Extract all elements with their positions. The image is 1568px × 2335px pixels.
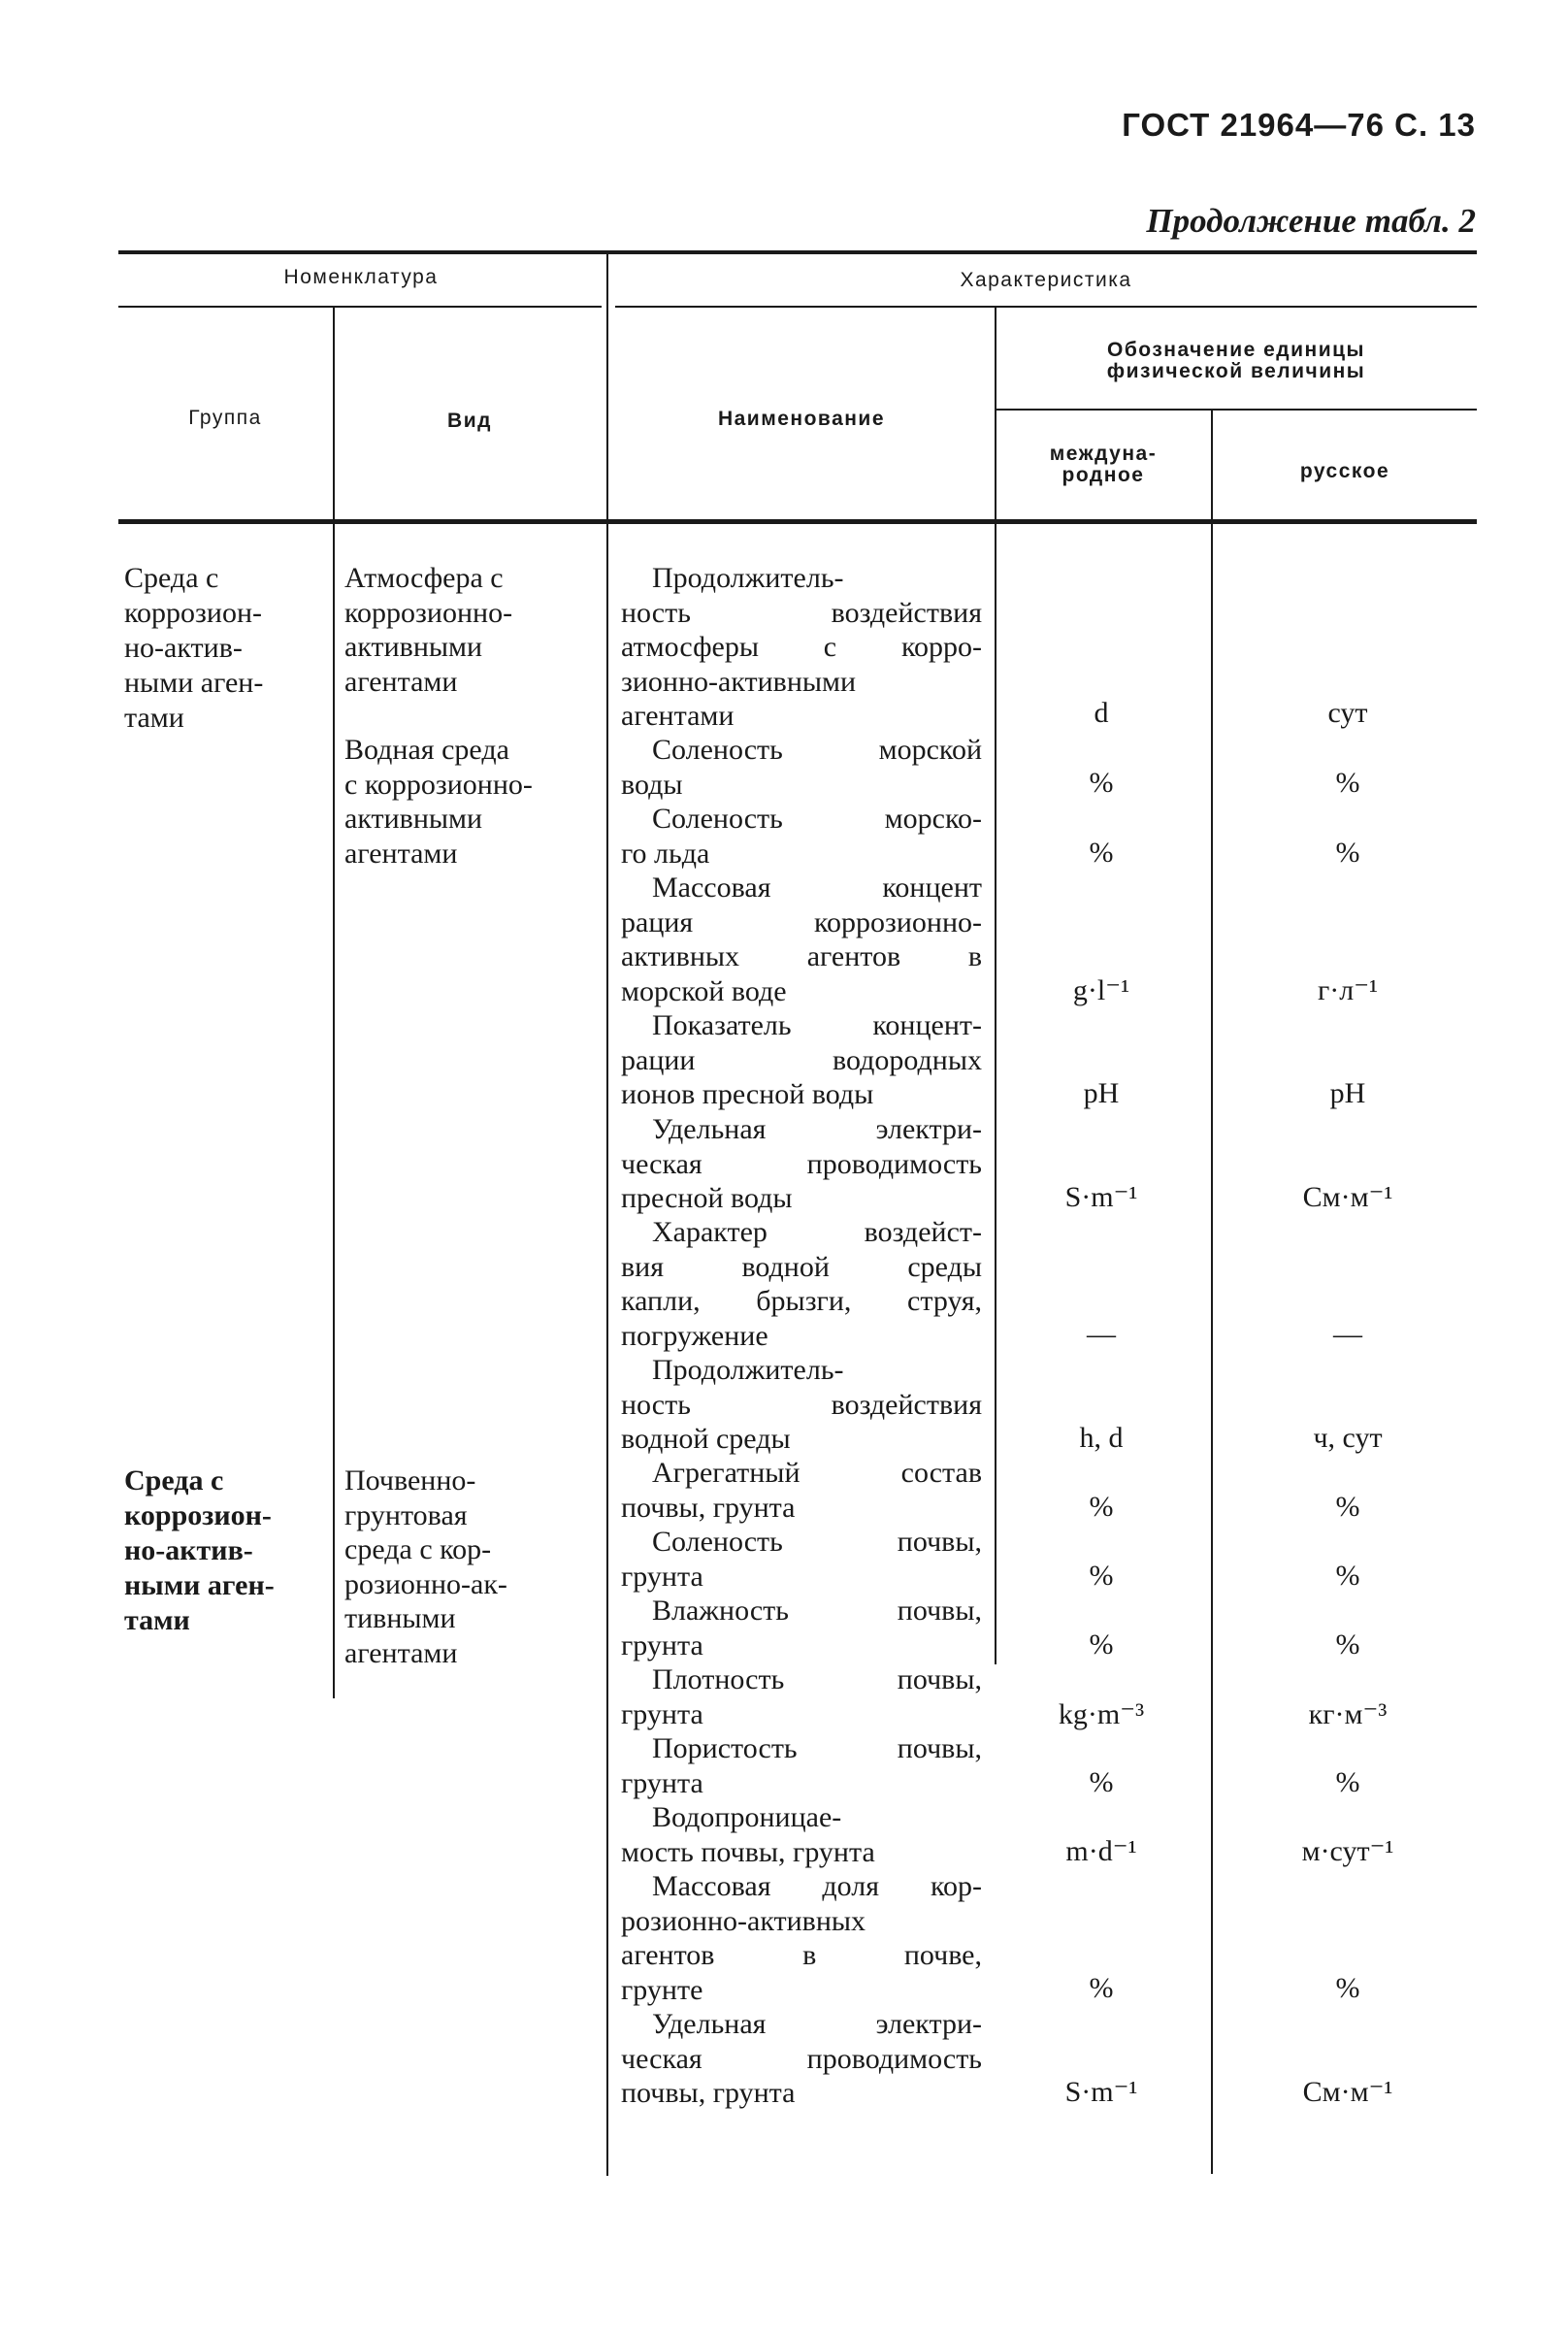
table-row-name [621, 871, 982, 1008]
page-header: ГОСТ 21964—76 С. 13 [1122, 107, 1476, 143]
header-international [996, 444, 1211, 486]
name-line: Агрегатный состав [652, 1457, 982, 1489]
header-unit-designation [996, 340, 1477, 382]
name-line: Пористость почвы, [652, 1732, 982, 1764]
name-line: Показатель концент- [652, 1009, 982, 1041]
table-row-name [621, 1525, 982, 1594]
name-line: розионно-активных [621, 1904, 866, 1937]
intl-unit: pH [1083, 1077, 1120, 1109]
intl-unit: — [1087, 1318, 1116, 1350]
group-line: Среда с [124, 1464, 224, 1496]
name-line: воды [621, 768, 683, 801]
name-line: грунте [621, 1973, 703, 2006]
header-unit-designation-line: физической величины [1106, 360, 1366, 382]
intl-unit: % [1089, 1972, 1114, 2004]
group-line: коррозион- [124, 597, 263, 629]
table-row-name [621, 1008, 982, 1112]
group-line: ными аген- [124, 1569, 275, 1601]
rus-unit: % [1335, 1766, 1360, 1798]
intl-unit: S·m⁻¹ [1064, 2076, 1138, 2108]
intl-unit: d [1094, 697, 1109, 729]
group-line: ными аген- [124, 667, 264, 699]
intl-unit: % [1089, 1560, 1114, 1592]
table-row-name [621, 1662, 982, 1731]
intl-unit: % [1089, 837, 1114, 869]
header-unit-designation-line: Обозначение единицы [1107, 339, 1365, 361]
table-row-name [621, 1215, 982, 1353]
name-line: ность воздействия [621, 1388, 982, 1421]
name-line: Характер воздейст- [652, 1216, 982, 1248]
table-row-name [621, 1112, 982, 1216]
name-line: Соленость морской [652, 734, 982, 766]
intl-unit: kg·m⁻³ [1058, 1698, 1145, 1730]
name-line: агентов в почве, [621, 1939, 982, 1971]
kind-line: коррозионно- [344, 596, 513, 629]
kind-line: среда с кор- [344, 1533, 492, 1565]
name-line: агентами [621, 700, 735, 732]
header-russian: русское [1299, 460, 1390, 482]
kind-line: агентами [344, 665, 458, 698]
intl-unit: % [1089, 1491, 1114, 1523]
intl-unit: h, d [1079, 1422, 1124, 1454]
intl-unit: % [1089, 1628, 1114, 1661]
col-divider-group-kind-body [333, 524, 335, 1698]
group-line: коррозион- [124, 1499, 272, 1531]
group-cell [124, 561, 328, 736]
rus-unit: См·м⁻¹ [1302, 1181, 1393, 1213]
kind-line: грунтовая [344, 1498, 468, 1531]
rus-unit: % [1335, 1628, 1360, 1661]
name-line: Удельная электри- [652, 2008, 982, 2040]
rus-unit: кг·м⁻³ [1308, 1698, 1388, 1730]
intl-unit: S·m⁻¹ [1064, 1181, 1138, 1213]
kind-line: активными [344, 803, 483, 835]
kind-line: розионно-ак- [344, 1567, 507, 1600]
name-line: ческая проводимость [621, 1147, 982, 1180]
kind-line: Водная среда [344, 734, 509, 766]
table-row-name [621, 1731, 982, 1800]
intl-unit: g·l⁻¹ [1072, 974, 1130, 1006]
name-line: водной среды [621, 1423, 791, 1455]
table-row-name [621, 1353, 982, 1457]
rus-unit: См·м⁻¹ [1302, 2076, 1393, 2108]
name-line: ность воздействия [621, 596, 982, 629]
kind-line: с коррозионно- [344, 768, 533, 801]
rus-unit: % [1335, 1972, 1360, 2004]
header-international-line: родное [1062, 464, 1145, 486]
name-line: капли, брызги, струя, [621, 1285, 982, 1317]
name-line: Продолжитель- [652, 562, 844, 594]
kind-line: активными [344, 631, 483, 663]
table-continuation-caption: Продолжение табл. 2 [1146, 202, 1476, 240]
kind-cell [344, 561, 602, 699]
header-nomenclature: Номенклатура [283, 266, 439, 288]
name-line: пресной воды [621, 1182, 793, 1214]
name-line: Соленость почвы, [652, 1526, 982, 1558]
name-line: ионов пресной воды [621, 1078, 874, 1110]
group-line: Среда с [124, 562, 219, 594]
name-line: морской воде [621, 974, 787, 1007]
table-row-name [621, 1800, 982, 1869]
kind-line: агентами [344, 1636, 458, 1669]
table-row-name [621, 1456, 982, 1525]
name-line: Влажность почвы, [652, 1595, 982, 1627]
name-line: ческая проводимость [621, 2042, 982, 2075]
name-line: Удельная электри- [652, 1113, 982, 1145]
header-divider-right [615, 306, 1477, 308]
rus-unit: % [1335, 1560, 1360, 1592]
name-line: го льда [621, 837, 710, 870]
header-name: Наименование [717, 408, 886, 430]
group-line: тами [124, 1604, 190, 1636]
header-international-line: междуна- [1049, 443, 1158, 465]
table-row-name [621, 1869, 982, 2007]
col-divider-nomenclature [606, 254, 608, 2176]
kind-line: тивными [344, 1602, 456, 1634]
rus-unit: — [1333, 1318, 1362, 1350]
name-line: Водопроницае- [652, 1801, 842, 1833]
kind-line: Почвенно- [344, 1464, 476, 1496]
name-line: зионно-активными [621, 665, 857, 698]
group-line: но-актив- [124, 632, 243, 664]
table-row-name [621, 733, 982, 802]
name-line: грунта [621, 1628, 703, 1661]
intl-unit: % [1089, 1766, 1114, 1798]
rus-unit: pH [1329, 1077, 1366, 1109]
name-line: рации водородных [621, 1043, 982, 1076]
rus-unit: сут [1327, 697, 1368, 729]
header-bottom-rule [118, 519, 1477, 524]
header-group: Группа [188, 407, 262, 429]
kind-cell [344, 733, 602, 871]
table-row-name [621, 802, 982, 871]
rus-unit: м·сут⁻¹ [1301, 1835, 1394, 1867]
name-line: мость почвы, грунта [621, 1835, 875, 1868]
name-line: грунта [621, 1560, 703, 1593]
name-line: Соленость морско- [652, 803, 982, 835]
intl-unit: m·d⁻¹ [1065, 1835, 1137, 1867]
name-line: вия водной среды [621, 1250, 982, 1283]
name-line: Массовая доля кор- [652, 1870, 982, 1902]
group-line: но-актив- [124, 1534, 253, 1566]
header-divider-left [118, 306, 602, 308]
name-line: грунта [621, 1697, 703, 1730]
group-line: тами [124, 702, 184, 734]
rus-unit: % [1335, 837, 1360, 869]
rus-unit: % [1335, 1491, 1360, 1523]
name-line: рация коррозионно- [621, 905, 982, 938]
kind-cell [344, 1463, 602, 1670]
name-line: почвы, грунта [621, 2077, 796, 2109]
name-line: почвы, грунта [621, 1491, 796, 1524]
table-row-name [621, 1594, 982, 1662]
group-cell [124, 1463, 328, 1638]
name-line: Продолжитель- [652, 1354, 844, 1386]
name-line: грунта [621, 1766, 703, 1799]
header-characteristic: Характеристика [960, 269, 1132, 291]
rus-unit: г·л⁻¹ [1317, 974, 1379, 1006]
intl-unit: % [1089, 767, 1114, 799]
name-line: атмосферы с корро- [621, 631, 982, 663]
table-row-name [621, 561, 982, 734]
kind-line: Атмосфера с [344, 562, 504, 594]
rus-unit: % [1335, 767, 1360, 799]
kind-line: агентами [344, 837, 458, 870]
name-line: Плотность почвы, [652, 1663, 982, 1695]
table-top-rule [118, 250, 1477, 254]
name-line: Массовая концент [652, 872, 982, 904]
rus-unit: ч, сут [1313, 1422, 1383, 1454]
unit-header-divider [996, 409, 1477, 411]
name-line: погружение [621, 1319, 768, 1352]
name-line: активных агентов в [621, 940, 982, 972]
table-row-name [621, 2007, 982, 2111]
header-kind: Вид [447, 410, 492, 432]
